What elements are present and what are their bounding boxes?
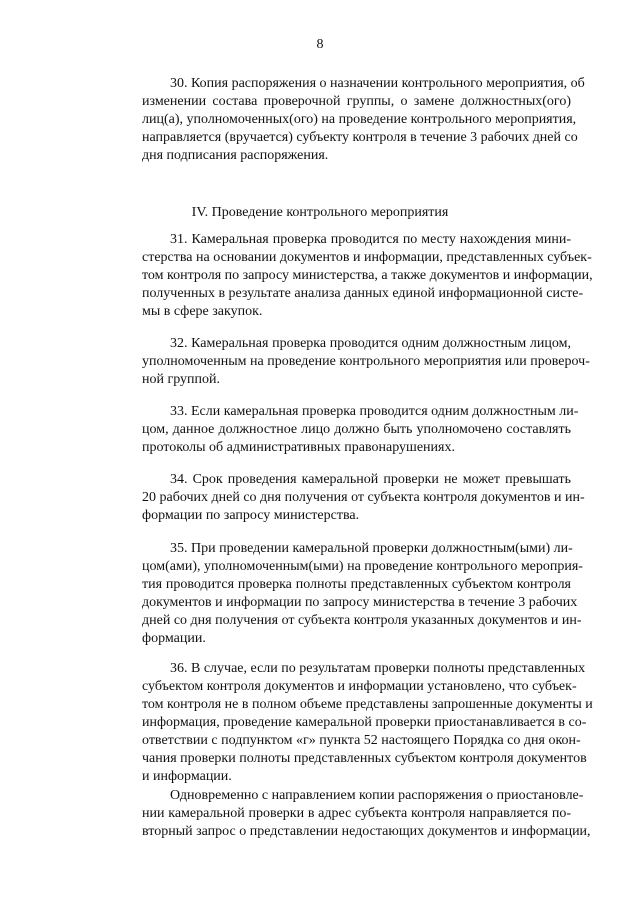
text-line: уполномоченным на проведение контрольного мероприятия или провероч- bbox=[142, 354, 590, 369]
section-heading: IV. Проведение контрольного мероприятия bbox=[191, 205, 449, 220]
text-line: 36. В случае, если по результатам проверки полноты представленных bbox=[170, 661, 586, 676]
text-line: цом(ами), уполномоченным(ыми) на проведение контрольного мероприя- bbox=[142, 559, 583, 574]
text-line: 33. Если камеральная проверка проводится одним должностным ли- bbox=[170, 404, 579, 419]
text-line: цом, данное должностное лицо должно быть уполномочено составлять bbox=[142, 422, 571, 437]
text-line: формации по запросу министерства. bbox=[142, 508, 360, 523]
text-line: субъектом контроля документов и информации установлено, что субъек- bbox=[142, 679, 577, 694]
text-line: тия проводится проверка полноты представленных субъектом контроля bbox=[142, 577, 571, 592]
text-line: формации. bbox=[142, 631, 206, 646]
text-line: документов и информации по запросу министерства в течение 3 рабочих bbox=[142, 595, 578, 610]
text-line: 20 рабочих дней со дня получения от субъекта контроля документов и ин- bbox=[142, 490, 585, 505]
text-line: изменении состава проверочной группы, о замене должностных(ого) bbox=[142, 94, 571, 109]
text-line: полученных в результате анализа данных единой информационной систе- bbox=[142, 286, 584, 301]
text-line: дня подписания распоряжения. bbox=[142, 148, 329, 163]
text-line: том контроля не в полном объеме представлены запрошенные документы и bbox=[142, 697, 593, 712]
text-line: информация, проведение камеральной проверки приостанавливается в со- bbox=[142, 715, 587, 730]
text-line: направляется (вручается) субъекту контроля в течение 3 рабочих дней со bbox=[142, 130, 578, 145]
text-line: ной группой. bbox=[142, 372, 221, 387]
text-line: ответствии с подпунктом «г» пункта 52 настоящего Порядка со дня окон- bbox=[142, 733, 581, 748]
text-line: вторный запрос о представлении недостающих документов и информации, bbox=[142, 824, 591, 839]
text-line: и информации. bbox=[142, 769, 232, 784]
text-line: 30. Копия распоряжения о назначении контрольного мероприятия, об bbox=[170, 76, 585, 91]
text-line: 31. Камеральная проверка проводится по месту нахождения мини- bbox=[170, 232, 571, 247]
text-line: 34. Срок проведения камеральной проверки не может превышать bbox=[170, 472, 571, 487]
text-line: Одновременно с направлением копии распоряжения о приостановле- bbox=[170, 788, 584, 803]
text-line: протоколы об административных правонарушениях. bbox=[142, 440, 455, 455]
page-number: 8 bbox=[316, 37, 324, 52]
text-line: 32. Камеральная проверка проводится одним должностным лицом, bbox=[170, 336, 571, 351]
text-line: том контроля по запросу министерства, а также документов и информации, bbox=[142, 268, 593, 283]
text-line: нии камеральной проверки в адрес субъекта контроля направляется по- bbox=[142, 806, 571, 821]
text-line: 35. При проведении камеральной проверки должностным(ыми) ли- bbox=[170, 541, 573, 556]
text-line: чания проверки полноты представленных субъектом контроля документов bbox=[142, 751, 587, 766]
text-line: стерства на основании документов и информации, представленных субъек- bbox=[142, 250, 592, 265]
text-line: дней со дня получения от субъекта контроля указанных документов и ин- bbox=[142, 613, 582, 628]
text-line: мы в сфере закупок. bbox=[142, 304, 263, 319]
text-line: лиц(а), уполномоченных(ого) на проведение контрольного мероприятия, bbox=[142, 112, 577, 127]
